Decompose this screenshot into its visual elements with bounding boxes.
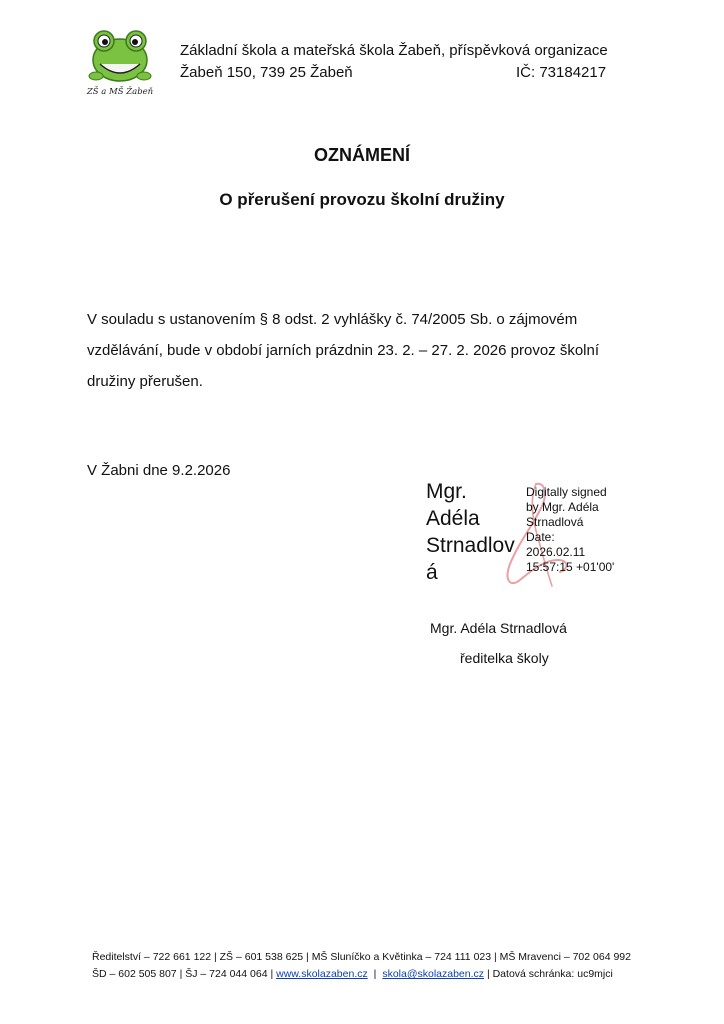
signature-detail-line: 15:57:15 +01'00' — [526, 560, 615, 574]
school-name: Základní škola a mateřská škola Žabeň, příspěvková organizace — [180, 42, 608, 59]
signature-detail-line: Digitally signed — [526, 485, 607, 499]
frog-logo-icon — [82, 28, 158, 100]
logo-lettering: ZŠ a MŠ Žabeň — [86, 87, 154, 97]
body-line: družiny přerušen. — [87, 373, 203, 390]
body-line: V souladu s ustanovením § 8 odst. 2 vyhlášky č. 74/2005 Sb. o zájmovém — [87, 311, 578, 328]
school-logo — [82, 28, 158, 100]
website-link[interactable]: www.skolazaben.cz — [276, 968, 368, 980]
footer-contacts — [92, 949, 631, 983]
announcement-body — [87, 304, 647, 397]
signature-detail-line: 2026.02.11 — [526, 545, 586, 559]
footer-line-2 — [92, 966, 631, 983]
signer-name: Mgr. Adéla Strnadlová — [430, 620, 567, 636]
place-and-date: V Žabni dne 9.2.2026 — [87, 462, 231, 479]
document-title: OZNÁMENÍ — [314, 145, 410, 165]
signature-name — [426, 478, 515, 586]
school-address: Žabeň 150, 739 25 Žabeň — [180, 64, 353, 81]
signer-role: ředitelka školy — [460, 650, 549, 666]
footer-phones-2: ŠD – 602 505 807 | ŠJ – 724 044 064 | — [92, 968, 274, 980]
signature-name-line: Adéla — [426, 507, 480, 530]
body-line: vzdělávání, bude v období jarních prázdnin 23. 2. – 27. 2. 2026 provoz školní — [87, 342, 600, 359]
signature-name-line: á — [426, 561, 438, 584]
signature-details — [526, 485, 636, 575]
signature-name-line: Mgr. — [426, 480, 467, 503]
signature-detail-line: Date: — [526, 530, 555, 544]
footer-separator: | — [373, 968, 377, 980]
digital-signature[interactable] — [426, 478, 646, 598]
signature-detail-line: by Mgr. Adéla — [526, 500, 599, 514]
signature-detail-line: Strnadlová — [526, 515, 584, 529]
email-link[interactable]: skola@skolazaben.cz — [382, 968, 485, 980]
footer-databox: | Datová schránka: uc9mjci — [486, 968, 613, 980]
school-ico: IČ: 73184217 — [516, 64, 607, 81]
footer-phones: Ředitelství – 722 661 122 | ZŠ – 601 538 625 | MŠ Sluníčko a Květinka – 724 111 023 | MŠ Mravenci – 702 064 992 — [92, 951, 631, 963]
signature-name-line: Strnadlov — [426, 534, 515, 557]
document-subtitle: O přerušení provozu školní družiny — [219, 190, 505, 209]
